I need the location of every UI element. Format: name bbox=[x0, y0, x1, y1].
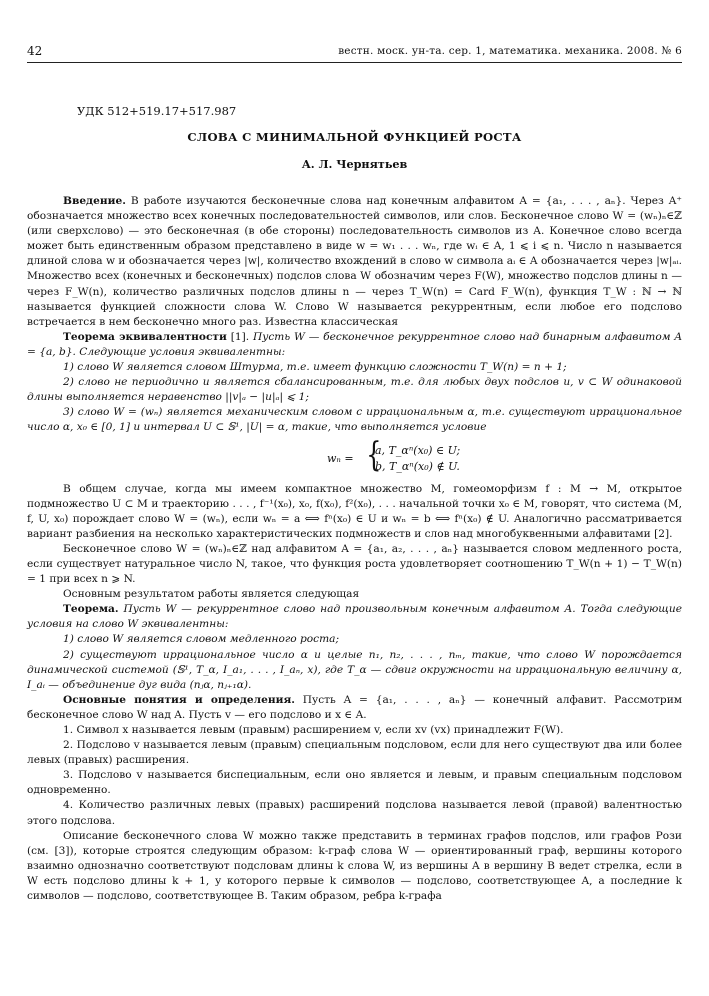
article-body bbox=[27, 194, 682, 904]
formula-case-2: b, T_αⁿ(x₀) ∉ U. bbox=[375, 459, 460, 473]
equivalence-condition-2: 2) слово не периодично и является сбалансированным, т.е. для любых двух подслов u, v ⊂ W одинаковой длины выполняется неравенство ||v|ₐ − |u|ₐ| ⩽ 1; bbox=[27, 376, 682, 404]
equivalence-theorem-ref: [1]. bbox=[226, 330, 253, 343]
article-title: СЛОВА С МИНИМАЛЬНОЙ ФУНКЦИЕЙ РОСТА bbox=[187, 130, 522, 144]
basics-heading: Основные понятия и определения. bbox=[63, 693, 295, 706]
main-theorem-condition-2: 2) существуют иррациональное число α и целые n₁, n₂, . . . , nₘ, такие, что слово W порождается динамической системой (𝕊¹, T_α, I_a₁, . . . , I_aₙ, x), где T_α — сдвиг окружности на иррациональную величину α, I_aᵢ — объединение дуг вида (nⱼα, nⱼ₊₁α). bbox=[27, 648, 682, 691]
equivalence-theorem-heading: Теорема эквивалентности bbox=[63, 330, 227, 343]
paragraph-general-case: В общем случае, когда мы имеем компактное множество M, гомеоморфизм f : M → M, открытое подмножество U ⊂ M и траекторию . . . , f⁻¹(x₀), x₀, f(x₀), f²(x₀), . . . начальной точки x₀ ∈ M, говорят, что система (M, f, U, x₀) порождает слово W = (wₙ), если wₙ = a ⟺ fⁿ(x₀) ∈ U и wₙ = b ⟺ fⁿ(x₀) ∉ U. Аналогично рассматривается вариант разбиения на несколько характеристических подмножеств и слов над многобуквенными алфавитами [2]. bbox=[27, 482, 682, 540]
equivalence-theorem-statement: Пусть W — бесконечное рекуррентное слово над бинарным алфавитом A = {a, b}. Следующие условия эквивалентны: bbox=[27, 330, 683, 358]
intro-text: В работе изучаются бесконечные слова над конечным алфавитом A = {a₁, . . . , aₙ}. Через A⁺ обозначается множество всех конечных последовательностей символов, или слов. Бесконечное слово W = (wₙ)ₙ∈ℤ (или сверхслово) — это бесконечная (в обе стороны) последовательность символов из A. Конечное слово всегда может быть единственным образом представлено в виде w = w₁ . . . wₙ, где wᵢ ∈ A, 1 ⩽ i ⩽ n. Число n называется длиной слова w и обозначается через |w|, количество вхождений в слово w символа aᵢ ∈ A обозначается через |w|ₐᵢ. Множество всех (конечных и бесконечных) подслов слова W обозначим через F(W), множество подслов длины n — через F_W(n), количество различных подслов длины n — через T_W(n) = Card F_W(n), функция T_W : ℕ → ℕ называется функцией сложности слова W. Слово W называется рекуррентным, если любое его подслово встречается в нем бесконечно много раз. Известна классическая bbox=[27, 195, 682, 328]
definition-3: 3. Подслово v называется биспециальным, если оно является и левым, и правым специальным подсловом одновременно. bbox=[27, 769, 682, 797]
equivalence-condition-3: 3) слово W = (wₙ) является механическим словом с иррациональным α, т.е. существуют иррациональное число α, x₀ ∈ [0, 1] и интервал U ⊂ 𝕊¹, |U| = α, такие, что выполняется условие bbox=[27, 406, 682, 434]
formula-brace: { bbox=[366, 434, 382, 475]
paragraph-main-result-lead: Основным результатом работы является следующая bbox=[63, 588, 360, 601]
definition-1: 1. Символ x называется левым (правым) расширением v, если xv (vx) принадлежит F(W). bbox=[63, 724, 564, 736]
journal-running-title: вестн. моск. ун-та. сер. 1, математика. механика. 2008. № 6 bbox=[338, 45, 682, 57]
basics-text: Пусть A = {a₁, . . . , aₙ} — конечный алфавит. Рассмотрим бесконечное слово W над A. Пусть v — его подслово и x ∈ A. bbox=[27, 693, 682, 721]
equivalence-condition-1: 1) слово W является словом Штурма, т.е. имеет функцию сложности T_W(n) = n + 1; bbox=[63, 361, 567, 374]
closing-paragraph: Описание бесконечного слова W можно также представить в терминах графов подслов, или графов Рози (см. [3]), которые строятся следующим образом: k-граф слова W — ориентированный граф, вершины которого взаимно однозначно соответствуют подсловам длины k слова W, из вершины A в вершину B ведет стрелка, если в W есть подслово длины k + 1, у которого первые k символов — подслово, соответствующее A, а последние k символов — подслово, соответствующее B. Таким образом, ребра k-графа bbox=[27, 829, 682, 903]
display-formula bbox=[27, 434, 682, 476]
page-number: 42 bbox=[27, 44, 43, 58]
equivalence-theorem bbox=[27, 330, 682, 360]
article-author: А. Л. Чернятьев bbox=[301, 157, 408, 171]
main-theorem-statement: Пусть W — рекуррентное слово над произвольным конечным алфавитом A. Тогда следующие условия на слово W эквивалентны: bbox=[27, 603, 682, 631]
basics-paragraph bbox=[27, 693, 682, 723]
intro-paragraph bbox=[27, 194, 682, 330]
paragraph-slow-growth-definition: Бесконечное слово W = (wₙ)ₙ∈ℤ над алфавитом A = {a₁, a₂, . . . , aₙ} называется словом медленного роста, если существует натуральное число N, такое, что функция роста удовлетворяет соотношению T_W(n + 1) − T_W(n) = 1 при всех n ⩾ N. bbox=[27, 542, 682, 586]
udk-code: УДК 512+519.17+517.987 bbox=[77, 104, 237, 118]
intro-heading: Введение. bbox=[63, 195, 126, 207]
main-theorem bbox=[27, 602, 682, 632]
definition-4: 4. Количество различных левых (правых) расширений подслова называется левой (правой) валентностью этого подслова. bbox=[27, 799, 682, 827]
header-rule bbox=[27, 62, 682, 63]
running-header bbox=[27, 44, 682, 58]
main-theorem-heading: Теорема. bbox=[63, 603, 119, 616]
main-theorem-condition-1: 1) слово W является словом медленного роста; bbox=[63, 633, 340, 646]
definition-2: 2. Подслово v называется левым (правым) специальным подсловом, если для него существуют два или более левых (правых) расширения. bbox=[27, 739, 682, 767]
formula-lhs: wₙ = bbox=[327, 451, 354, 465]
formula-case-1: a, T_αⁿ(x₀) ∈ U; bbox=[375, 443, 461, 457]
